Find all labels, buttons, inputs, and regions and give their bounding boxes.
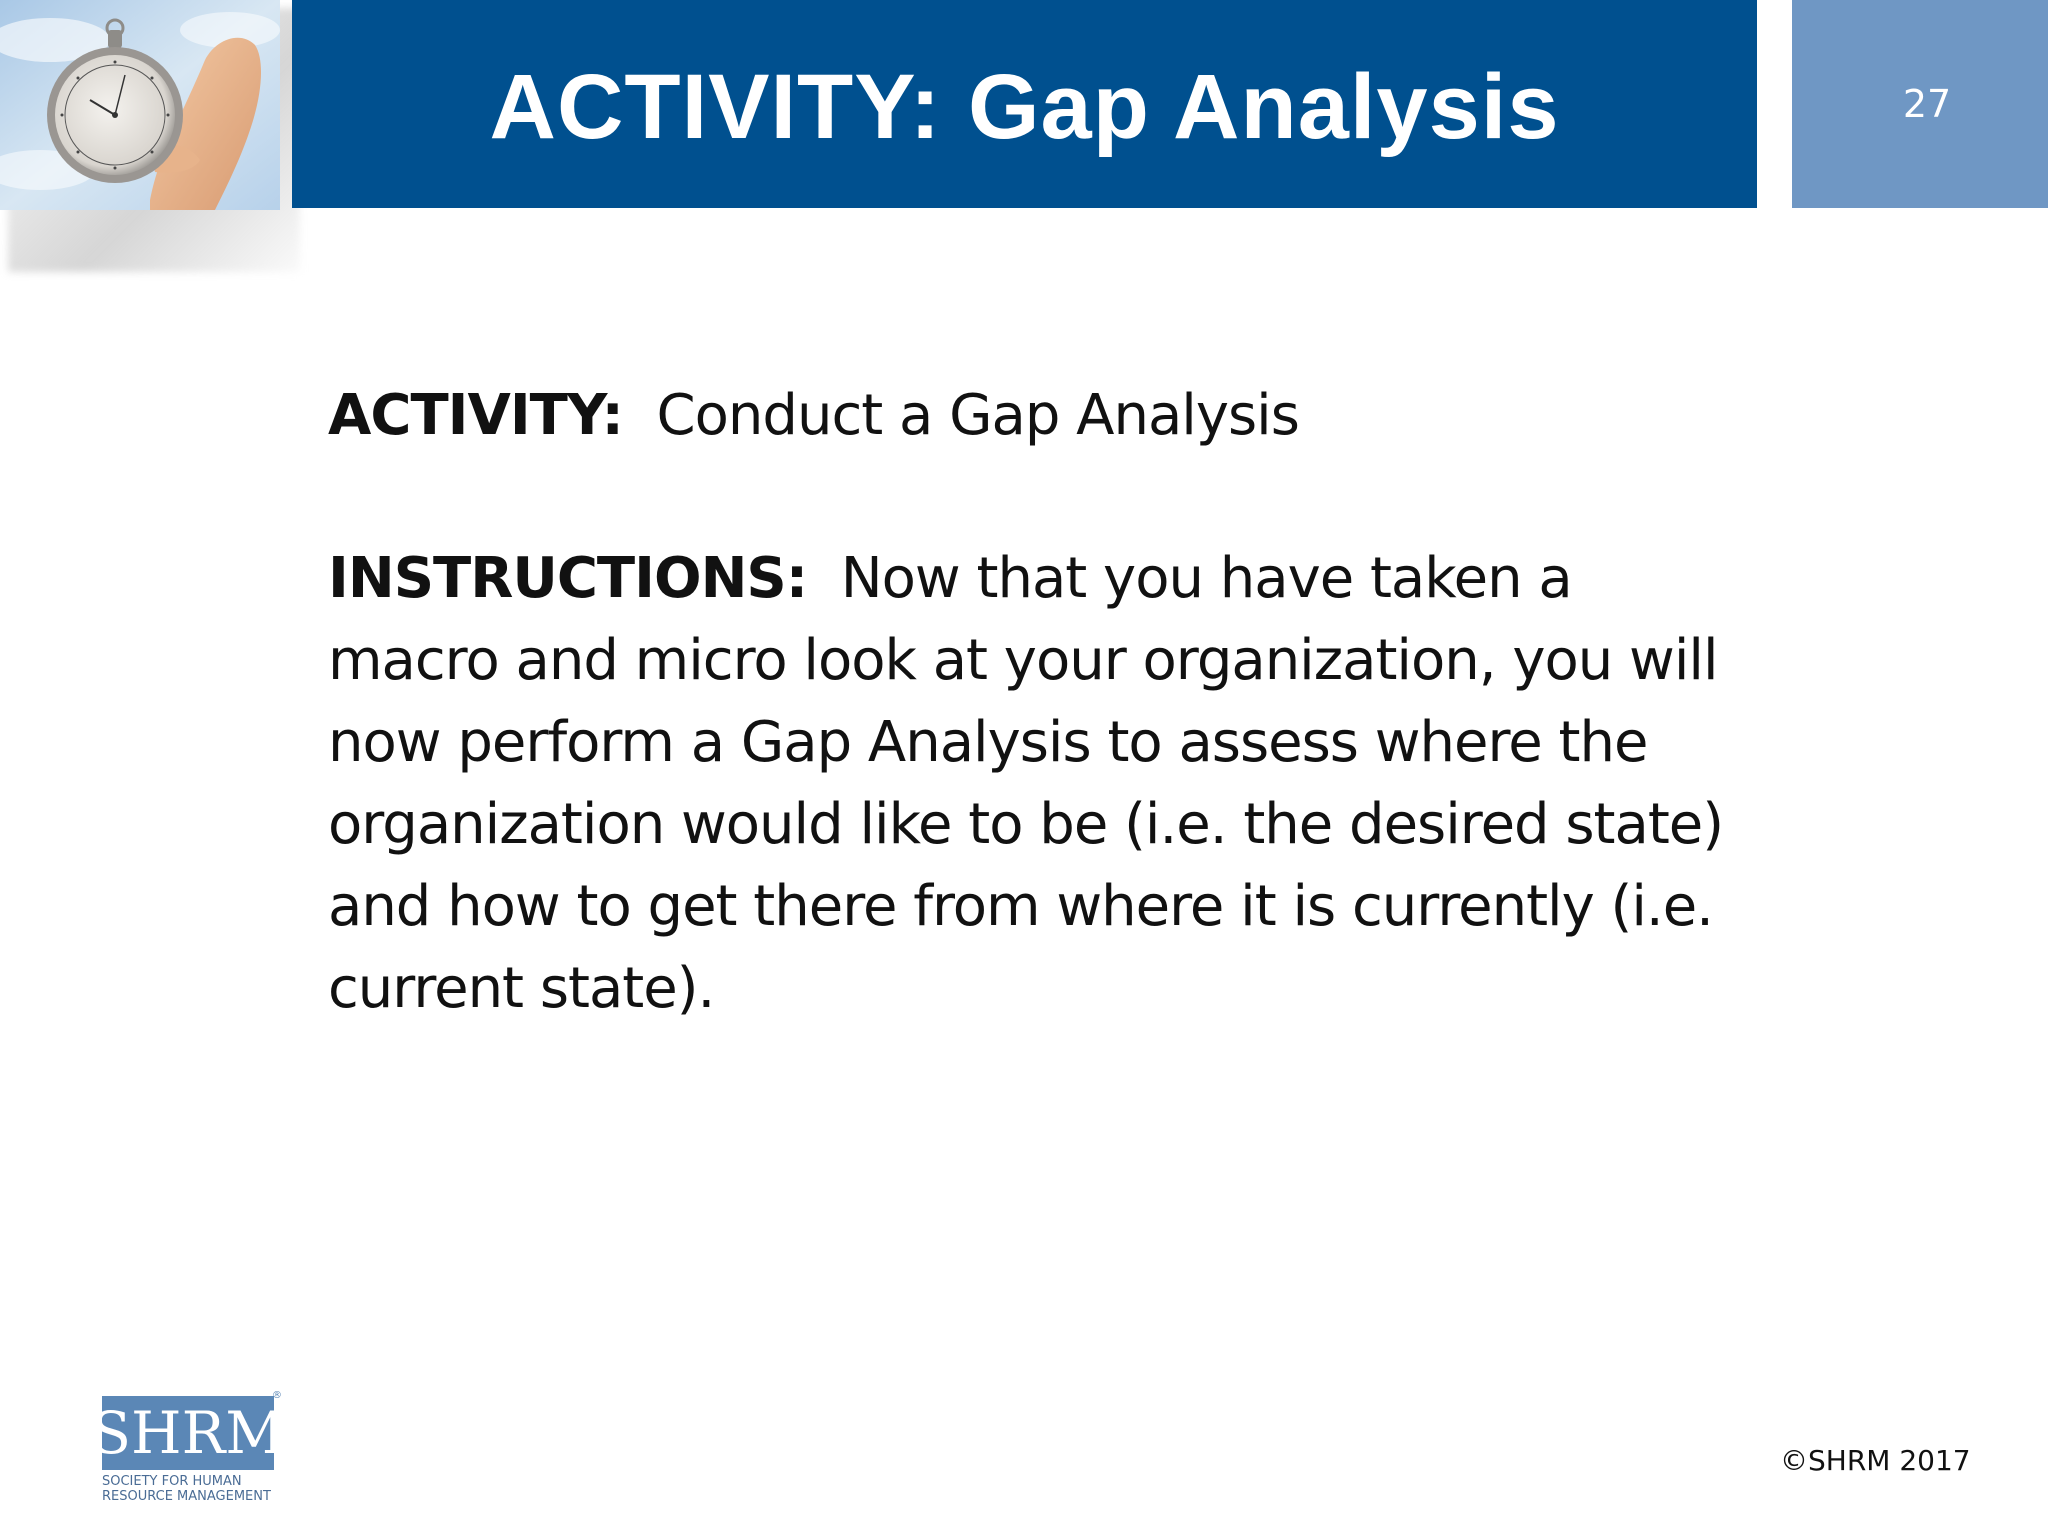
logo-box [91, 1396, 285, 1470]
activity-label: ACTIVITY: [328, 383, 623, 448]
instructions-paragraph [328, 538, 1728, 1030]
title-bar [292, 0, 1757, 208]
copyright: ©SHRM 2017 [1780, 1444, 1971, 1477]
shrm-logo [91, 1390, 292, 1508]
stopwatch-icon [0, 0, 280, 210]
slide-body [328, 372, 1728, 1086]
header-photo [0, 0, 300, 280]
logo-letters: SHRM [91, 1399, 285, 1467]
page-number: 27 [1902, 82, 1952, 126]
instructions-label: INSTRUCTIONS: [328, 546, 808, 611]
logo-subtitle-line1: SOCIETY FOR HUMAN [102, 1474, 242, 1489]
activity-line [328, 372, 1728, 460]
registered-mark: ® [272, 1390, 282, 1401]
logo-subtitle [102, 1474, 292, 1504]
logo-subtitle-line2: RESOURCE MANAGEMENT [102, 1489, 271, 1504]
page-number-box [1792, 0, 2048, 208]
activity-text: Conduct a Gap Analysis [656, 383, 1299, 448]
instructions-text: Now that you have taken a macro and micro look at your organization, you will now perform a Gap Analysis to assess where the organization would like to be (i.e. the desired state) and how to get there from where it is currently (i.e. current state). [328, 546, 1724, 1021]
slide-title: ACTIVITY: Gap Analysis [489, 55, 1560, 158]
